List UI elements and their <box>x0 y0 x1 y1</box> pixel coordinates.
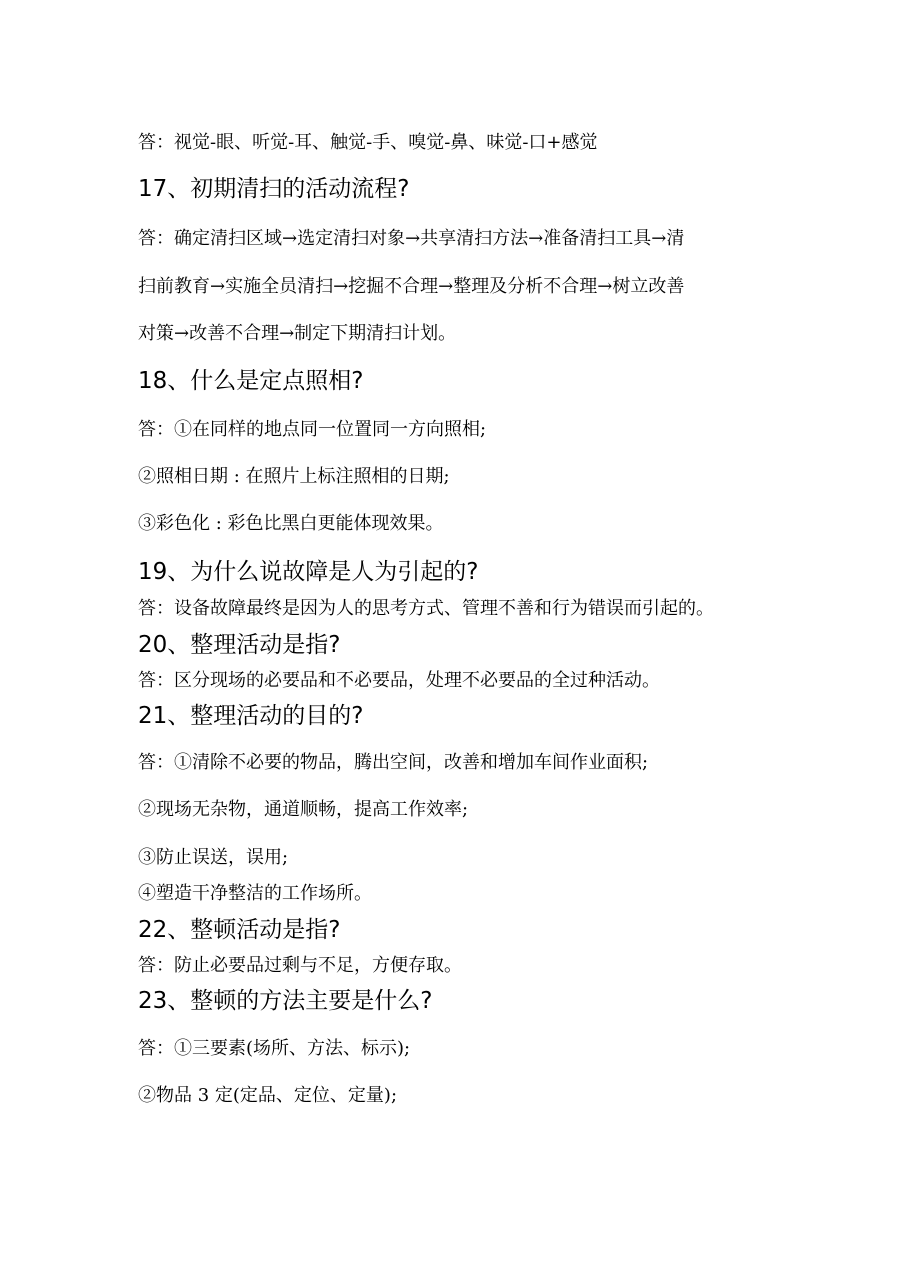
answer-23-line-2: ②物品 3 定(定品、定位、定量); <box>138 1085 398 1106</box>
answer-19: 答：设备故障最终是因为人的思考方式、管理不善和行为错误而引起的。 <box>138 598 714 619</box>
question-19-heading: 19、为什么说故障是人为引起的? <box>138 559 479 585</box>
answer-21-line-4: ④塑造干净整洁的工作场所。 <box>138 883 372 904</box>
answer-20: 答：区分现场的必要品和不必要品，处理不必要品的全过种活动。 <box>138 670 660 691</box>
answer-16: 答：视觉-眼、听觉-耳、触觉-手、嗅觉-鼻、味觉-口+感觉 <box>138 132 598 153</box>
answer-17-line-3: 对策→改善不合理→制定下期清扫计划。 <box>138 323 457 344</box>
answer-17-line-1: 答：确定清扫区域→选定清扫对象→共享清扫方法→准备清扫工具→清 <box>138 228 685 249</box>
question-23-heading: 23、整顿的方法主要是什么? <box>138 988 433 1014</box>
answer-18-line-3: ③彩色化 : 彩色比黑白更能体现效果。 <box>138 513 444 534</box>
answer-21-line-3: ③防止误送，误用; <box>138 847 289 868</box>
question-21-heading: 21、整理活动的目的? <box>138 703 364 729</box>
question-20-heading: 20、整理活动是指? <box>138 632 341 658</box>
answer-21-line-1: 答：①清除不必要的物品，腾出空间，改善和增加车间作业面积; <box>138 752 649 773</box>
question-22-heading: 22、整顿活动是指? <box>138 917 341 943</box>
answer-23-line-1: 答：①三要素(场所、方法、标示); <box>138 1038 411 1059</box>
answer-21-line-2: ②现场无杂物，通道顺畅，提高工作效率; <box>138 799 469 820</box>
answer-22: 答：防止必要品过剩与不足，方便存取。 <box>138 955 462 976</box>
answer-18-line-1: 答：①在同样的地点同一位置同一方向照相; <box>138 419 487 440</box>
question-18-heading: 18、什么是定点照相? <box>138 368 364 394</box>
question-17-heading: 17、初期清扫的活动流程? <box>138 176 410 202</box>
answer-17-line-2: 扫前教育→实施全员清扫→挖掘不合理→整理及分析不合理→树立改善 <box>138 276 685 297</box>
answer-18-line-2: ②照相日期 : 在照片上标注照相的日期; <box>138 466 450 487</box>
